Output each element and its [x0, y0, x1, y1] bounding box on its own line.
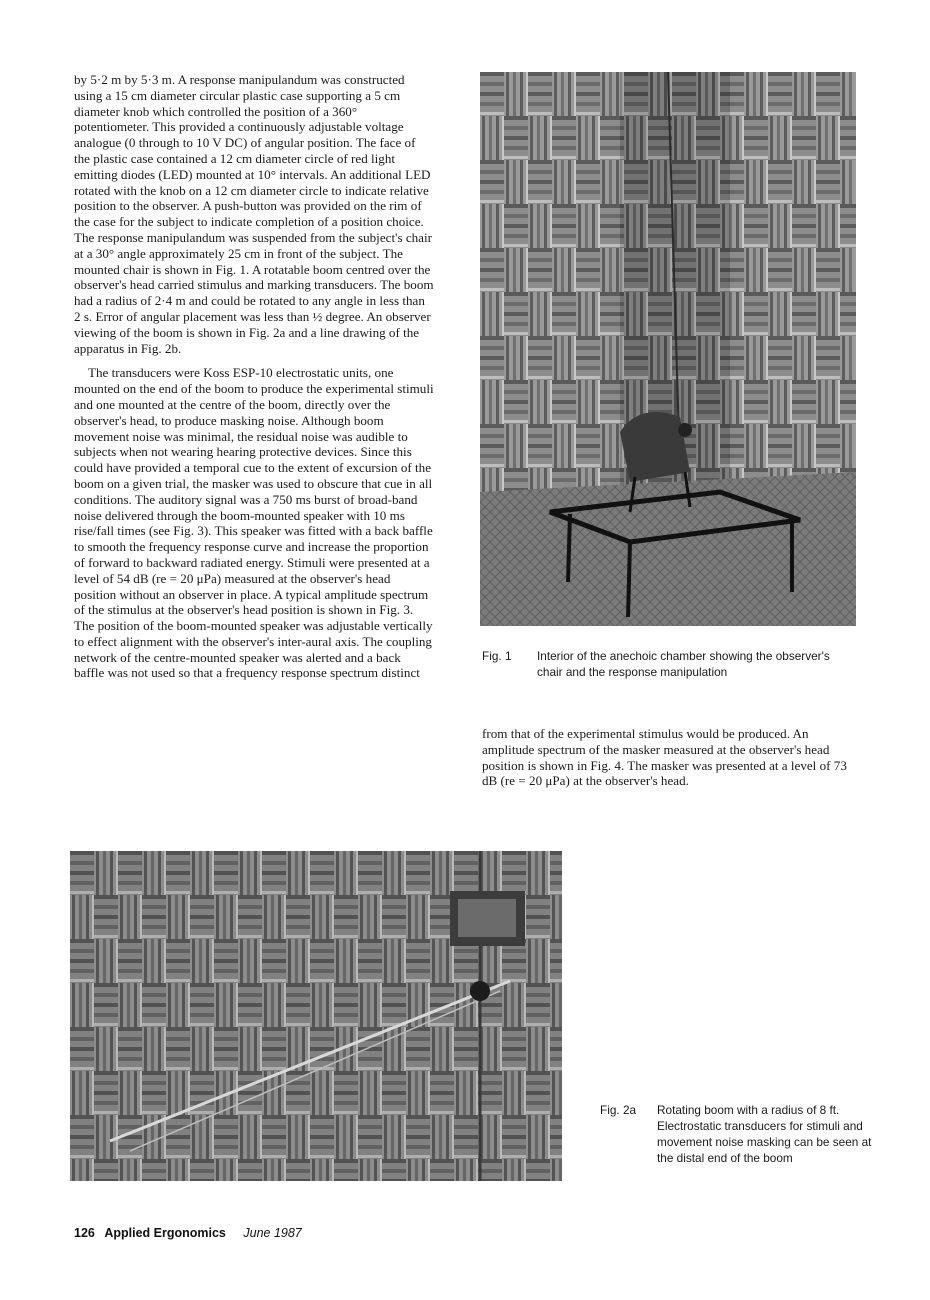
issue-date: June 1987 [243, 1226, 302, 1240]
fig1-caption [482, 648, 862, 688]
anechoic-chamber-chair-image [480, 72, 856, 626]
rotating-boom-image [70, 851, 562, 1181]
fig2a-photograph [70, 851, 562, 1181]
fig2a-caption [600, 1102, 880, 1192]
right-text-column [482, 726, 854, 798]
page-footer [74, 1226, 302, 1240]
fig1-label: Fig. 1 [482, 649, 512, 663]
left-text-column [74, 72, 434, 690]
fig2a-label: Fig. 2a [600, 1103, 637, 1117]
page-number: 126 [74, 1226, 95, 1240]
paragraph-transducers: The transducers were Koss ESP-10 electrostatic units, one mounted on the end of the boom to produce the experimental stimuli and one mounted at the centre of the boom, directly over the observer's head, to produce masking noise. Although boom movement noise was minimal, the residual noise was audible to subjects when not wearing hearing protective devices. Since this could have provided a temporal cue to the extent of excursion of the boom on a given trial, the masker was used to obscure that cue in all conditions. The auditory signal was a 750 ms burst of broad-band noise delivered through the boom-mounted speaker with 10 ms rise/fall times (see Fig. 3). This speaker was fitted with a back baffle to smooth the frequency response curve and increase the proportion of forward to backward radiated energy. Stimuli were presented at a level of 54 dB (re = 20 μPa) measured at the observer's head position without an observer in place. A typical amplitude spectrum of the stimulus at the observer's head position is shown in Fig. 3. The position of the boom-mounted speaker was adjustable vertically to effect alignment with the observer's inter-aural axis. The coupling network of the centre-mounted speaker was alerted and a back baffle was not used so that a frequency response spectrum distinct [74, 365, 434, 681]
paragraph-masker: from that of the experimental stimulus would be produced. An amplitude spectrum of the masker measured at the observer's head position is shown in Fig. 4. The masker was presented at a level of 73 dB (re = 20 μPa) at the observer's head. [482, 726, 847, 789]
journal-name: Applied Ergonomics [104, 1226, 226, 1240]
fig1-photograph [480, 72, 856, 626]
paragraph-apparatus: by 5·2 m by 5·3 m. A response manipulandum was constructed using a 15 cm diameter circular plastic case supporting a 5 cm diameter knob which controlled the position of a 360° potentiometer. This provided a continuously adjustable voltage analogue (0 through to 10 V DC) of angular position. The face of the plastic case contained a 12 cm diameter circle of red light emitting diodes (LED) mounted at 10° intervals. An additional LED rotated with the knob on a 12 cm diameter circle to indicate relative position to the observer. A push-button was provided on the rim of the case for the subject to indicate completion of a position choice. The response manipulandum was suspended from the subject's chair at a 30° angle approximately 25 cm in front of the subject. The mounted chair is shown in Fig. 1. A rotatable boom centred over the observer's head carried stimulus and marking transducers. The boom had a radius of 2·4 m and could be rotated to any angle in less than 2 s. Error of angular placement was less than ½ degree. An observer viewing of the boom is shown in Fig. 2a and a line drawing of the apparatus in Fig. 2b. [74, 72, 434, 356]
fig2a-caption-text: Rotating boom with a radius of 8 ft. Electrostatic transducers for stimuli and movement noise masking can be seen at the distal end of the boom [657, 1103, 872, 1165]
fig1-caption-text: Interior of the anechoic chamber showing the observer's chair and the response manipulation [537, 649, 830, 679]
